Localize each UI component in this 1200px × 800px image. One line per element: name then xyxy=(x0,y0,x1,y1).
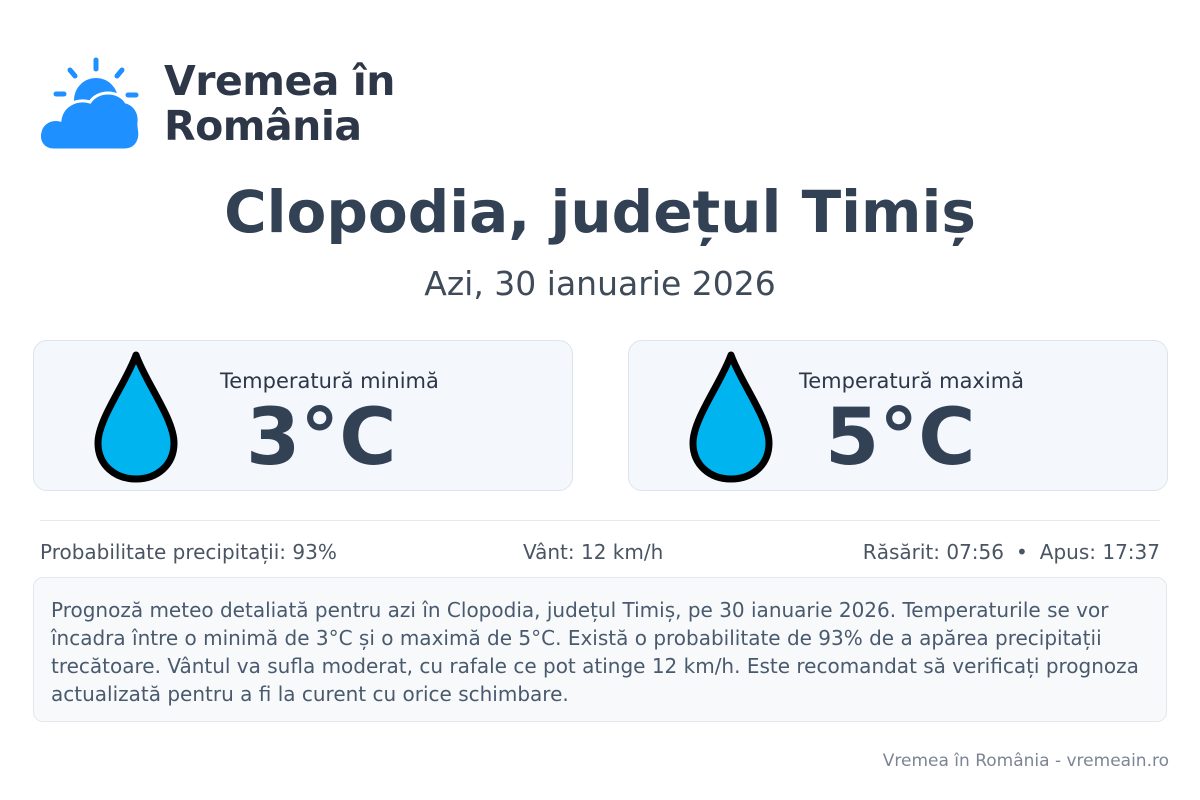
brand-logo[interactable] xyxy=(38,56,395,152)
footer-credit[interactable]: Vremea în România - vremeain.ro xyxy=(882,751,1169,771)
bullet-separator: • xyxy=(1015,540,1028,564)
wind-speed: Vânt: 12 km/h xyxy=(523,540,664,564)
max-temperature-card xyxy=(628,340,1168,491)
max-temperature-label: Temperatură maximă xyxy=(799,369,1025,393)
brand-name-line2: România xyxy=(164,102,362,150)
water-drop-icon xyxy=(687,349,775,483)
sun-times xyxy=(863,540,1160,564)
min-temperature-card xyxy=(33,340,573,491)
divider xyxy=(40,520,1160,521)
sunrise-time: Răsărit: 07:56 xyxy=(862,540,1004,564)
page-title: Clopodia, județul Timiș xyxy=(224,178,976,246)
date-subtitle: Azi, 30 ianuarie 2026 xyxy=(424,264,776,303)
sun-cloud-icon xyxy=(38,56,142,152)
min-temperature-label: Temperatură minimă xyxy=(220,369,439,393)
water-drop-icon xyxy=(92,349,180,483)
brand-name xyxy=(164,59,395,149)
precipitation-probability: Probabilitate precipitații: 93% xyxy=(40,540,337,564)
min-temperature-value: 3°C xyxy=(246,393,397,483)
sunset-time: Apus: 17:37 xyxy=(1039,540,1160,564)
forecast-description-box xyxy=(33,577,1167,722)
brand-name-line1: Vremea în xyxy=(164,57,395,105)
forecast-description: Prognoză meteo detaliată pentru azi în Clopodia, județul Timiș, pe 30 ianuarie 2026. Temperaturile se vor încadra între o minimă de 3°C și o maximă de 5°C. Există o probabilitate de 93% de a apărea precipitații trecătoare. Vântul va sufla moderat, cu rafale ce pot atinge 12 km/h. Este recomandat să verificați prognoza actualizată pentru a fi la curent cu orice schimbare. xyxy=(51,598,1139,706)
max-temperature-value: 5°C xyxy=(825,393,976,483)
